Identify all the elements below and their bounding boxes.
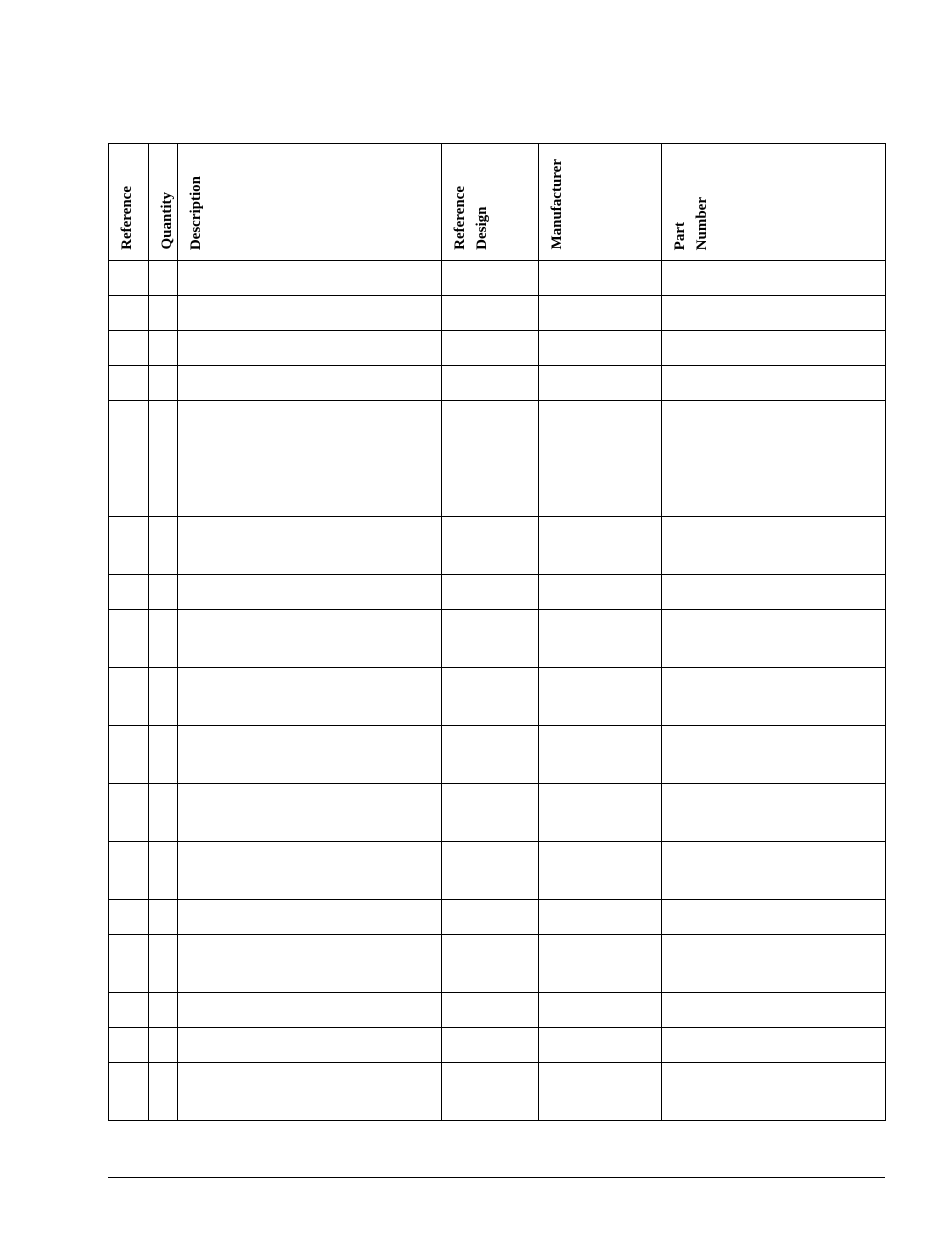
cell-quantity bbox=[149, 842, 178, 900]
cell-manufacturer bbox=[539, 993, 662, 1028]
cell-quantity bbox=[149, 296, 178, 331]
cell-reference-design bbox=[442, 900, 539, 935]
cell-part-number bbox=[662, 935, 886, 993]
cell-reference-design bbox=[442, 401, 539, 517]
cell-quantity bbox=[149, 401, 178, 517]
table-row bbox=[109, 366, 886, 401]
cell-reference-design bbox=[442, 366, 539, 401]
cell-description bbox=[178, 610, 442, 668]
header-part-number bbox=[662, 144, 886, 261]
cell-description bbox=[178, 401, 442, 517]
cell-manufacturer bbox=[539, 366, 662, 401]
cell-manufacturer bbox=[539, 517, 662, 575]
cell-reference-design bbox=[442, 842, 539, 900]
cell-quantity bbox=[149, 668, 178, 726]
cell-reference-design bbox=[442, 726, 539, 784]
cell-reference-design bbox=[442, 1028, 539, 1063]
cell-reference bbox=[109, 610, 149, 668]
cell-quantity bbox=[149, 993, 178, 1028]
cell-description bbox=[178, 1063, 442, 1121]
table-row bbox=[109, 296, 886, 331]
cell-description bbox=[178, 261, 442, 296]
cell-manufacturer bbox=[539, 784, 662, 842]
cell-manufacturer bbox=[539, 1028, 662, 1063]
cell-manufacturer bbox=[539, 900, 662, 935]
header-reference-design-line2: Design bbox=[474, 206, 490, 250]
cell-description bbox=[178, 1028, 442, 1063]
table-row bbox=[109, 575, 886, 610]
cell-reference-design bbox=[442, 610, 539, 668]
cell-description bbox=[178, 668, 442, 726]
cell-reference-design bbox=[442, 935, 539, 993]
cell-part-number bbox=[662, 668, 886, 726]
cell-manufacturer bbox=[539, 726, 662, 784]
footer-rule bbox=[108, 1177, 885, 1178]
cell-description bbox=[178, 900, 442, 935]
table-row bbox=[109, 1063, 886, 1121]
cell-quantity bbox=[149, 575, 178, 610]
cell-reference-design bbox=[442, 331, 539, 366]
cell-part-number bbox=[662, 517, 886, 575]
cell-description bbox=[178, 296, 442, 331]
cell-part-number bbox=[662, 993, 886, 1028]
cell-quantity bbox=[149, 261, 178, 296]
cell-description bbox=[178, 517, 442, 575]
cell-reference-design bbox=[442, 668, 539, 726]
cell-reference bbox=[109, 784, 149, 842]
cell-quantity bbox=[149, 726, 178, 784]
table-row bbox=[109, 517, 886, 575]
cell-part-number bbox=[662, 610, 886, 668]
cell-description bbox=[178, 784, 442, 842]
cell-part-number bbox=[662, 575, 886, 610]
cell-quantity bbox=[149, 610, 178, 668]
cell-reference bbox=[109, 331, 149, 366]
cell-manufacturer bbox=[539, 401, 662, 517]
header-description bbox=[178, 144, 442, 261]
cell-description bbox=[178, 366, 442, 401]
cell-reference bbox=[109, 296, 149, 331]
header-reference-label: Reference bbox=[119, 186, 135, 250]
header-quantity-label: Quantity bbox=[159, 192, 175, 250]
cell-description bbox=[178, 842, 442, 900]
cell-reference-design bbox=[442, 575, 539, 610]
cell-manufacturer bbox=[539, 261, 662, 296]
cell-description bbox=[178, 935, 442, 993]
header-reference-design bbox=[442, 144, 539, 261]
table-row bbox=[109, 261, 886, 296]
cell-quantity bbox=[149, 1063, 178, 1121]
cell-manufacturer bbox=[539, 668, 662, 726]
cell-reference bbox=[109, 575, 149, 610]
cell-manufacturer bbox=[539, 842, 662, 900]
cell-reference bbox=[109, 726, 149, 784]
cell-part-number bbox=[662, 331, 886, 366]
cell-quantity bbox=[149, 784, 178, 842]
cell-reference bbox=[109, 935, 149, 993]
cell-reference bbox=[109, 366, 149, 401]
cell-quantity bbox=[149, 517, 178, 575]
cell-manufacturer bbox=[539, 331, 662, 366]
table-row bbox=[109, 993, 886, 1028]
parts-list-table bbox=[108, 143, 886, 1121]
table-row bbox=[109, 726, 886, 784]
cell-reference bbox=[109, 517, 149, 575]
cell-part-number bbox=[662, 401, 886, 517]
cell-description bbox=[178, 993, 442, 1028]
parts-list-body bbox=[109, 261, 886, 1121]
header-part-number-line2: Number bbox=[694, 196, 710, 250]
cell-manufacturer bbox=[539, 935, 662, 993]
cell-reference-design bbox=[442, 296, 539, 331]
cell-reference bbox=[109, 401, 149, 517]
cell-quantity bbox=[149, 900, 178, 935]
header-description-label: Description bbox=[188, 175, 204, 250]
cell-part-number bbox=[662, 784, 886, 842]
cell-description bbox=[178, 726, 442, 784]
header-row bbox=[109, 144, 886, 261]
cell-part-number bbox=[662, 296, 886, 331]
cell-reference bbox=[109, 668, 149, 726]
table-row bbox=[109, 610, 886, 668]
header-part-number-line1: Part bbox=[672, 221, 688, 250]
cell-reference-design bbox=[442, 261, 539, 296]
header-reference-design-line1: Reference bbox=[452, 186, 468, 250]
header-reference bbox=[109, 144, 149, 261]
cell-reference bbox=[109, 993, 149, 1028]
cell-manufacturer bbox=[539, 610, 662, 668]
table-row bbox=[109, 668, 886, 726]
cell-quantity bbox=[149, 1028, 178, 1063]
cell-description bbox=[178, 575, 442, 610]
cell-part-number bbox=[662, 900, 886, 935]
header-quantity bbox=[149, 144, 178, 261]
cell-quantity bbox=[149, 935, 178, 993]
cell-part-number bbox=[662, 1063, 886, 1121]
header-manufacturer-label: Manufacturer bbox=[549, 159, 565, 250]
cell-description bbox=[178, 331, 442, 366]
cell-reference-design bbox=[442, 517, 539, 575]
cell-reference bbox=[109, 261, 149, 296]
table-row bbox=[109, 900, 886, 935]
header-manufacturer bbox=[539, 144, 662, 261]
cell-reference bbox=[109, 842, 149, 900]
cell-reference bbox=[109, 900, 149, 935]
cell-reference bbox=[109, 1063, 149, 1121]
table-row bbox=[109, 331, 886, 366]
cell-reference-design bbox=[442, 1063, 539, 1121]
table-row bbox=[109, 935, 886, 993]
table-row bbox=[109, 784, 886, 842]
cell-quantity bbox=[149, 331, 178, 366]
cell-quantity bbox=[149, 366, 178, 401]
table-row bbox=[109, 1028, 886, 1063]
cell-part-number bbox=[662, 842, 886, 900]
cell-manufacturer bbox=[539, 575, 662, 610]
cell-manufacturer bbox=[539, 1063, 662, 1121]
cell-reference-design bbox=[442, 784, 539, 842]
cell-reference-design bbox=[442, 993, 539, 1028]
cell-reference bbox=[109, 1028, 149, 1063]
cell-part-number bbox=[662, 261, 886, 296]
cell-part-number bbox=[662, 1028, 886, 1063]
cell-manufacturer bbox=[539, 296, 662, 331]
cell-part-number bbox=[662, 366, 886, 401]
table-row bbox=[109, 401, 886, 517]
table-row bbox=[109, 842, 886, 900]
cell-part-number bbox=[662, 726, 886, 784]
